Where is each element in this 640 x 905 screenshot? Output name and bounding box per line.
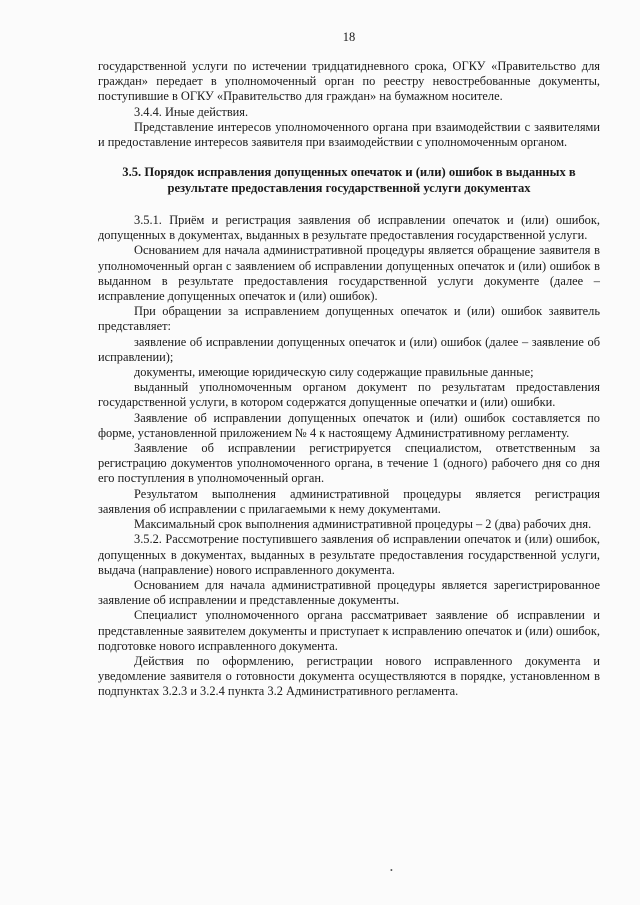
paragraph-3-5-2: 3.5.2. Рассмотрение поступившего заявления об исправлении опечаток и (или) ошибок, допущенных в документах, выданных в результате предоставления государственной услуги, выдача (направление) нового исправленного документа. xyxy=(98,532,600,577)
paragraph-result: Результатом выполнения административной процедуры является регистрация заявления об исправлении с прилагаемыми к нему документами. xyxy=(98,486,600,516)
scan-speck: • xyxy=(390,866,393,875)
paragraph-specialist: Специалист уполномоченного органа рассматривает заявление об исправлении и представленные заявителем документы и приступает к исправлению опечаток и (или) ошибок, подготовке нового исправленного документа. xyxy=(98,608,600,653)
paragraph-other-actions: 3.4.4. Иные действия. xyxy=(134,104,249,119)
paragraph-actions: Действия по оформлению, регистрации нового исправленного документа и уведомление заявителя о готовности документа осуществляются в порядке, установленном в подпунктах 3.2.3 и 3.2.4 пункта 3.2 Административного регламента. xyxy=(98,653,600,699)
page-number: 18 xyxy=(342,30,356,44)
paragraph-list-item: документы, имеющие юридическую силу содержащие правильные данные; xyxy=(134,365,534,380)
paragraph-representation: Представление интересов уполномоченного органа при взаимодействии с заявителями и предоставление интересов заявителя при взаимодействии с уполномоченным органом. xyxy=(98,119,600,150)
section-heading: 3.5. Порядок исправления допущенных опечаток и (или) ошибок в выданных в результате предоставления государственной услуги документах xyxy=(122,165,576,195)
paragraph-registration: Заявление об исправлении регистрируется специалистом, ответственным за регистрацию документов уполномоченного органа, в течение 1 (одного) рабочего дня со дня его поступления в уполномоченный орган. xyxy=(98,441,600,486)
paragraph-max-term: Максимальный срок выполнения административной процедуры – 2 (два) рабочих дня. xyxy=(134,517,592,532)
paragraph-continuation: государственной услуги по истечении тридцатидневного срока, ОГКУ «Правительство для граждан» передает в уполномоченный орган по реестру невостребованные документы, поступившие в ОГКУ «Правительство для граждан» на бумажном носителе. xyxy=(98,59,600,104)
paragraph-list-item: выданный уполномоченным органом документ по результатам предоставления государственной услуги, в котором содержатся допущенные опечатки и (или) ошибки. xyxy=(98,380,600,410)
paragraph-list-item: заявление об исправлении допущенных опечаток и (или) ошибок (далее – заявление об исправлении); xyxy=(98,334,600,364)
paragraph-basis: Основанием для начала административной процедуры является обращение заявителя в уполномоченный орган с заявлением об исправлении допущенных опечаток и (или) ошибок в выданном в результате предоставления государственной услуги документе (далее – исправление допущенных опечаток и (или) ошибок). xyxy=(98,243,600,304)
paragraph-form: Заявление об исправлении допущенных опечаток и (или) ошибок составляется по форме, установленной приложением № 4 к настоящему Административному регламенту. xyxy=(98,410,600,440)
paragraph-basis-2: Основанием для начала административной процедуры является зарегистрированное заявление об исправлении и представленные документы. xyxy=(98,577,600,608)
paragraph-applicant-submits: При обращении за исправлением допущенных опечаток и (или) ошибок заявитель представляет: xyxy=(98,304,600,334)
paragraph-3-5-1: 3.5.1. Приём и регистрация заявления об исправлении опечаток и (или) ошибок, допущенных в документах, выданных в результате предоставления государственной услуги. xyxy=(98,213,600,243)
